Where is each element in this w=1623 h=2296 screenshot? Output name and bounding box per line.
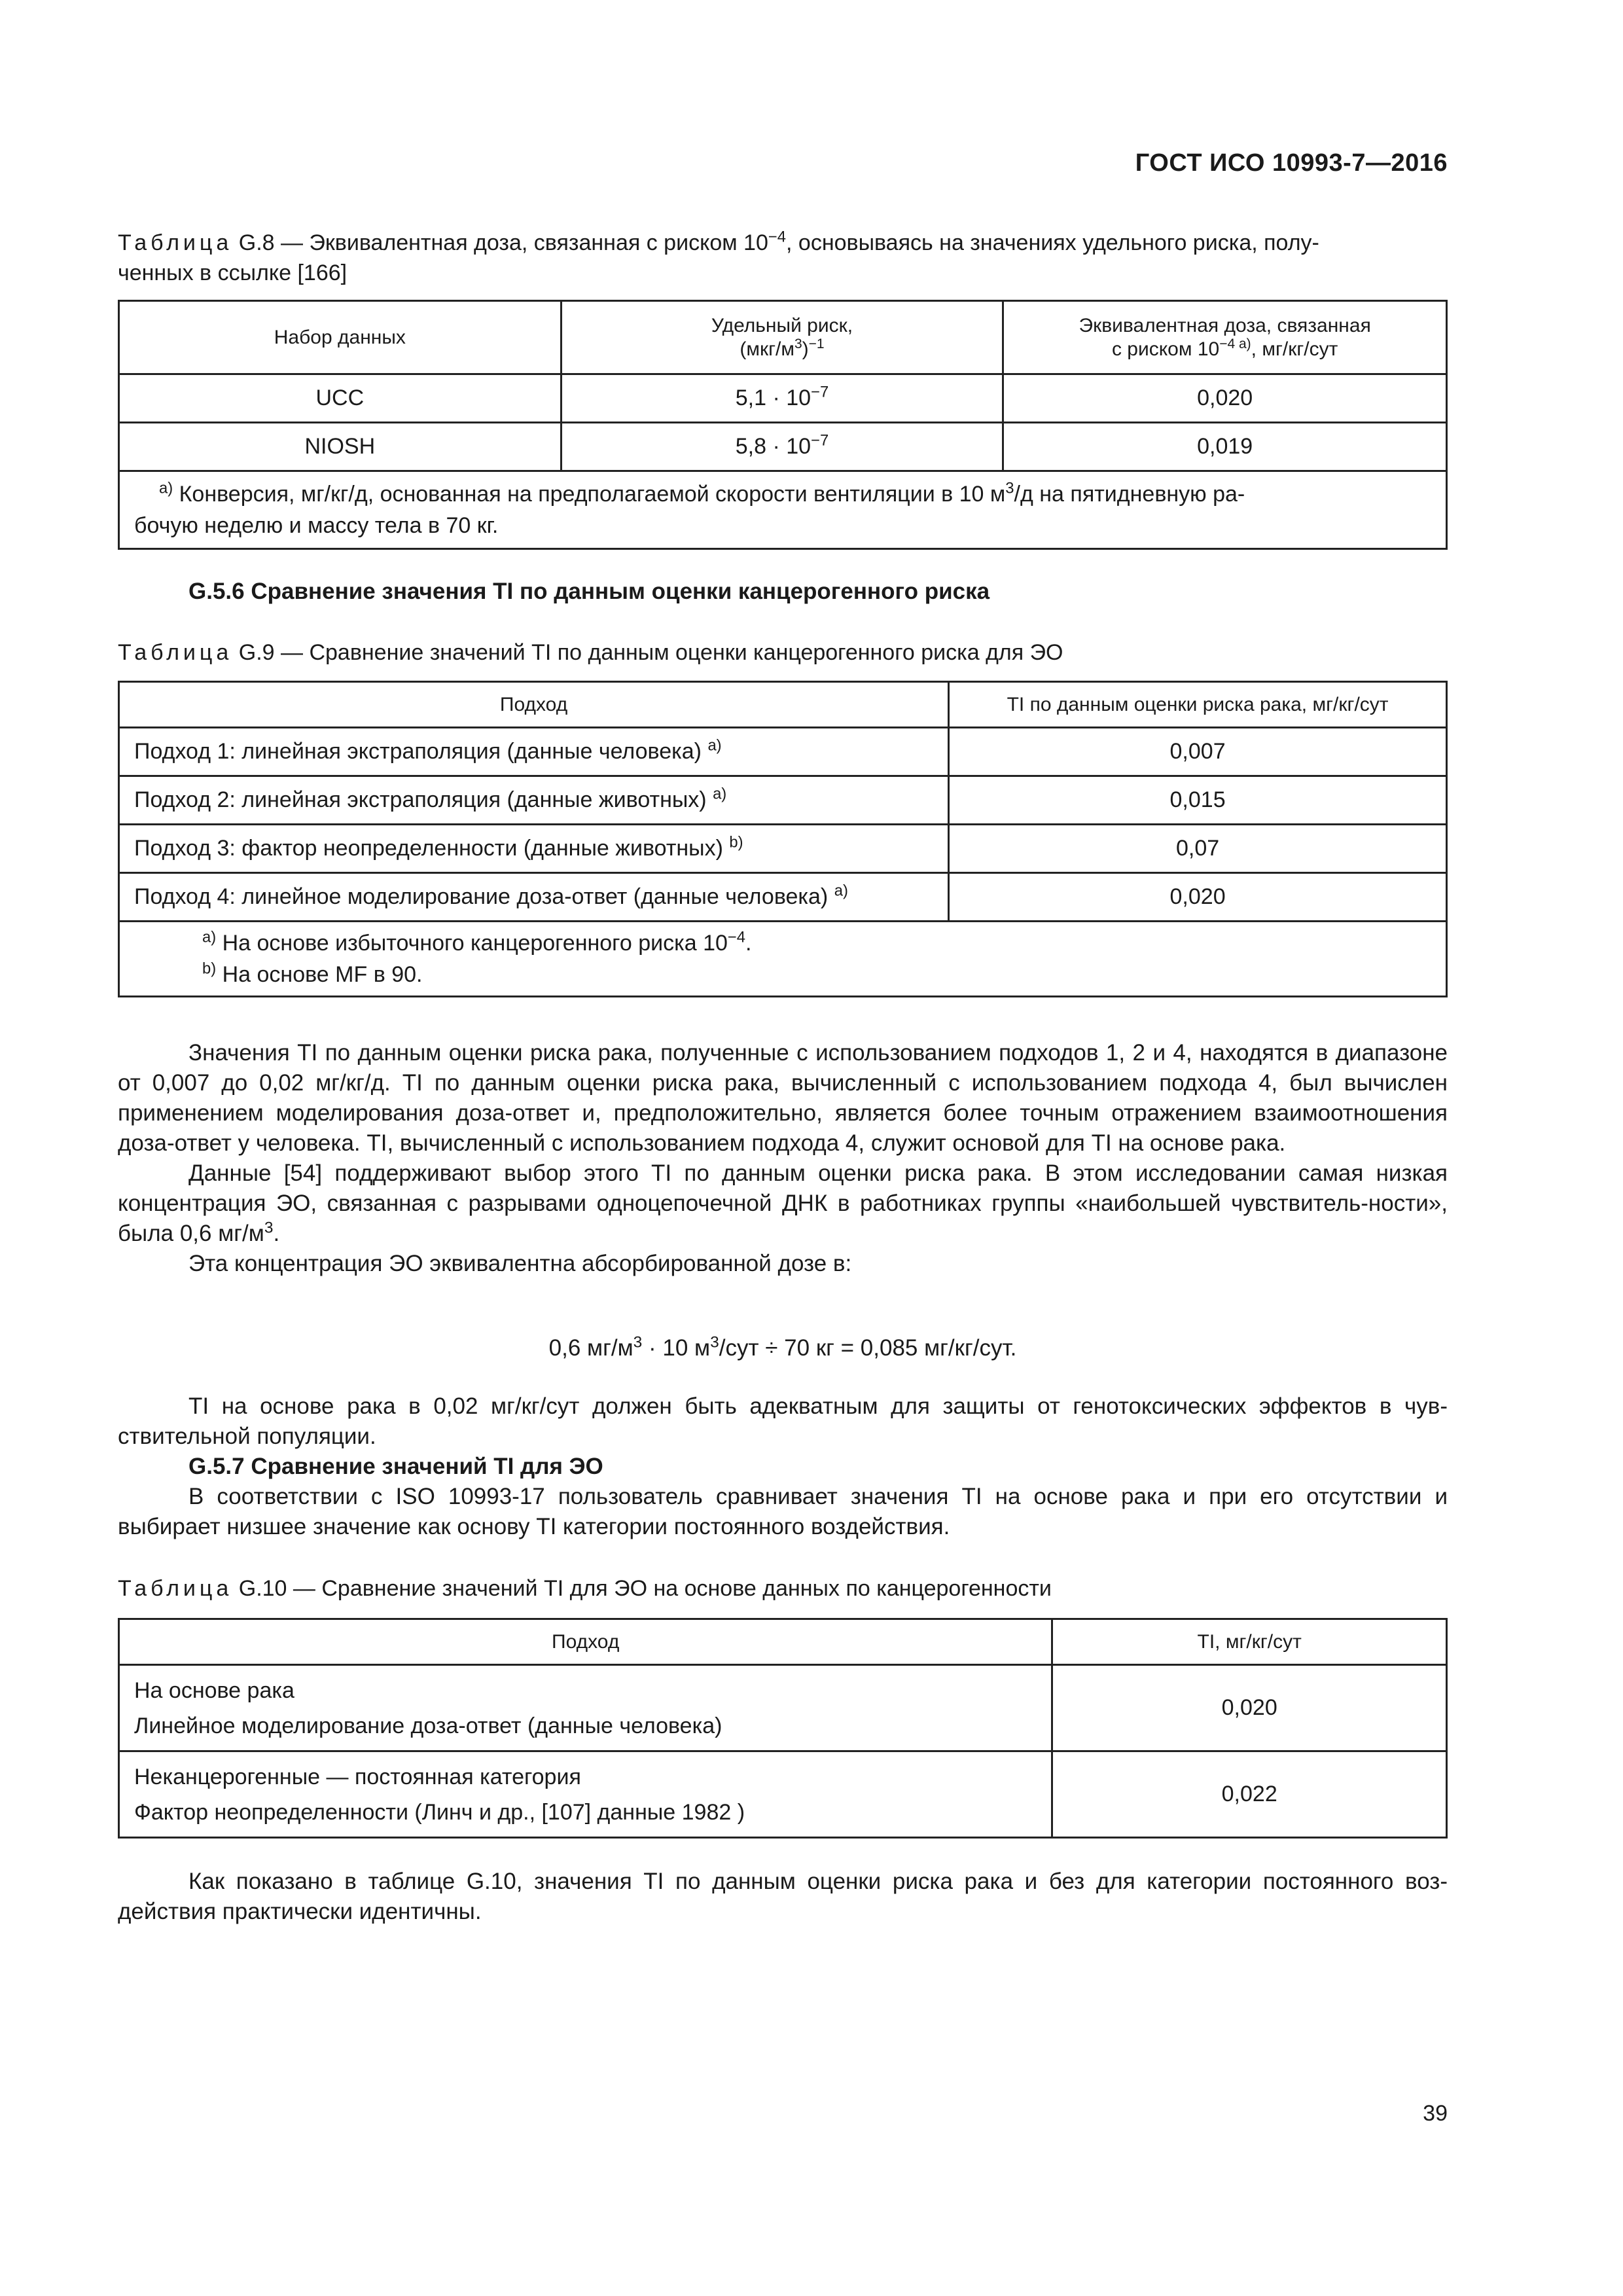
risk-cell: $5,1 \cdot 10^{-7}$ xyxy=(561,374,1003,423)
body-text-block xyxy=(118,1038,1448,1279)
page-number: 39 xyxy=(1423,2101,1448,2126)
table-row xyxy=(119,728,1447,776)
table-g9 xyxy=(118,681,1448,997)
column-header: Эквивалентная доза, связанная с риском $10^{-4 a)}$, мг/кг/сут xyxy=(1003,301,1447,374)
table-note-row xyxy=(119,922,1447,997)
table-note-row xyxy=(119,471,1447,549)
formula: 0,6 $мг/м^3 \cdot 10$ $м^3$/сут ÷ 70 кг = 0,085 мг/кг/сут. xyxy=(548,1333,1017,1361)
body-text-block xyxy=(118,1391,1448,1542)
dataset-cell: NIOSH xyxy=(119,423,562,471)
table-row xyxy=(119,1665,1447,1751)
value-cell: 0,022 xyxy=(1052,1751,1447,1838)
dose-cell: 0,019 xyxy=(1003,423,1447,471)
approach-cell: Подход 1: линейная экстраполяция (данные человека) $^{a)}$ xyxy=(119,728,949,776)
column-header: Удельный риск, $(мкг/м^3)^{-1}$ xyxy=(561,301,1003,374)
table-note: $^{a)}$ На основе избыточного канцерогенного риска $10^{-4}$. $^{b)}$ На основе MF в 90. xyxy=(119,922,1447,997)
approach-cell: Неканцерогенные — постоянная категория Фактор неопределенности (Линч и др., [107] данные 1982 ) xyxy=(119,1751,1052,1838)
value-cell: 0,07 xyxy=(949,825,1447,873)
table-g9-caption: Таблица G.9 — Сравнение значений TI по данным оценки канцерогенного риска для ЭО xyxy=(118,640,1063,665)
value-cell: 0,020 xyxy=(949,873,1447,922)
approach-cell: Подход 4: линейное моделирование доза-ответ (данные человека) $^{a)}$ xyxy=(119,873,949,922)
table-g8 xyxy=(118,300,1448,550)
dose-cell: 0,020 xyxy=(1003,374,1447,423)
column-header: Набор данных xyxy=(119,301,562,374)
table-header-row xyxy=(119,301,1447,374)
approach-cell: Подход 2: линейная экстраполяция (данные животных) $^{a)}$ xyxy=(119,776,949,825)
paragraph: Эта концентрация ЭО эквивалентна абсорбированной дозе в: xyxy=(188,1251,852,1276)
table-g10-caption: Таблица G.10 — Сравнение значений TI для ЭО на основе данных по канцерогенности xyxy=(118,1576,1052,1601)
paragraph: TI на основе рака в 0,02 мг/кг/сут должен быть адекватным для защиты от генотоксических эффектов в чув-ствительной популяции. xyxy=(118,1393,1448,1449)
value-cell: 0,020 xyxy=(1052,1665,1447,1751)
paragraph: Значения TI по данным оценки риска рака, полученные с использованием подходов 1, 2 и 4, находятся в диапазоне от 0,007 до 0,02 мг/кг/д. TI по данным оценки риска рака, вычисленный с использованием подхода 4, был вычислен применением моделирования доза-ответ и, предположительно, является более точным отражением взаимоотношения доза-ответ у человека. TI, вычисленный с использованием подхода 4, служит основой для TI на основе рака. xyxy=(118,1040,1448,1156)
body-text-block xyxy=(118,1867,1448,1927)
caption-prefix: Таблица xyxy=(118,230,233,255)
paragraph: В соответствии с ISO 10993-17 пользователь сравнивает значения TI на основе рака и при его отсутствии и выбирает низшее значение как основу TI категории постоянного воздействия. xyxy=(118,1484,1448,1539)
table-row xyxy=(119,776,1447,825)
table-note: $^{a)}$ Конверсия, мг/кг/д, основанная на предполагаемой скорости вентиляции в 10 $м^3/д$ на пятидневную ра- бочую неделю и массу тела в 70 кг. xyxy=(119,471,1447,549)
column-header: TI по данным оценки риска рака, мг/кг/сут xyxy=(949,682,1447,728)
table-header-row xyxy=(119,682,1447,728)
table-row xyxy=(119,825,1447,873)
column-header: TI, мг/кг/сут xyxy=(1052,1619,1447,1665)
table-header-row xyxy=(119,1619,1447,1665)
table-g10 xyxy=(118,1618,1448,1839)
section-heading-g56: G.5.6 Сравнение значения TI по данным оценки канцерогенного риска xyxy=(188,579,990,604)
column-header: Подход xyxy=(119,1619,1052,1665)
risk-cell: $5,8 \cdot 10^{-7}$ xyxy=(561,423,1003,471)
approach-cell: На основе рака Линейное моделирование доза-ответ (данные человека) xyxy=(119,1665,1052,1751)
section-heading-g57: G.5.7 Сравнение значений TI для ЭО xyxy=(188,1454,603,1479)
paragraph: Данные [54] поддерживают выбор этого TI по данным оценки риска рака. В этом исследовании самая низкая концентрация ЭО, связанная с разрывами одноцепочечной ДНК в работниках группы «наибольшей чувствитель-ности», была 0,6 $мг/м^3$. xyxy=(118,1160,1448,1246)
table-g8-caption: Таблица G.8 — Эквивалентная доза, связанная с риском $10^{-4}$, основываясь на значениях удельного риска, полу- ченных в ссылке [166] xyxy=(118,228,1319,285)
table-row xyxy=(119,423,1447,471)
table-row xyxy=(119,374,1447,423)
table-row xyxy=(119,1751,1447,1838)
value-cell: 0,015 xyxy=(949,776,1447,825)
column-header: Подход xyxy=(119,682,949,728)
paragraph: Как показано в таблице G.10, значения TI по данным оценки риска рака и без для категории постоянного воз-действия практически идентичны. xyxy=(118,1869,1448,1924)
approach-cell: Подход 3: фактор неопределенности (данные животных) $^{b)}$ xyxy=(119,825,949,873)
document-code: ГОСТ ИСО 10993-7—2016 xyxy=(1135,149,1448,177)
table-row xyxy=(119,873,1447,922)
value-cell: 0,007 xyxy=(949,728,1447,776)
dataset-cell: UCC xyxy=(119,374,562,423)
